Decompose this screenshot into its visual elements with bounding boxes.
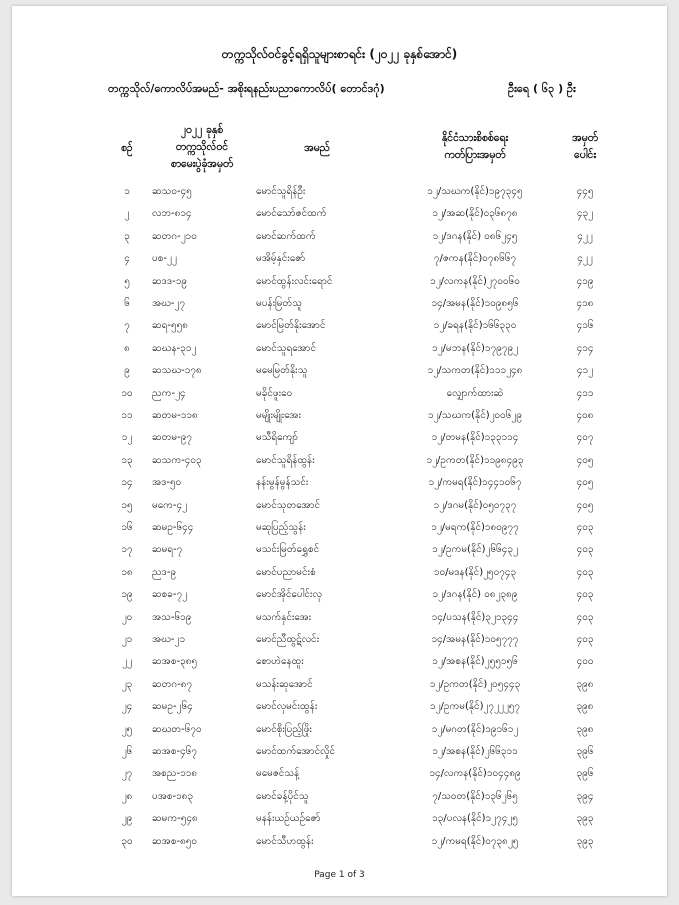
table-row — [12, 184, 667, 200]
total-marks: ၃၉၈ — [576, 678, 594, 690]
total-marks: ၄၂၂ — [577, 253, 593, 265]
nrc-number: ၇/သဝတ(နိုင်)၁၃၆၂၆၅ — [432, 790, 518, 802]
table-row — [12, 610, 667, 626]
total-marks: ၄၁၁ — [576, 387, 594, 399]
total-marks: ၄၁၆ — [576, 320, 594, 332]
document-title: တက္ကသိုလ်ဝင်ခွင့်ရရှိသူများစာရင်း (၂၀၂၂ ခုနှစ်အောင်) — [221, 47, 458, 61]
row-number: ၁၁ — [121, 410, 133, 421]
student-name: မောင်သူရိန်ဦး — [256, 186, 306, 197]
row-number: ၃၀ — [121, 835, 133, 847]
exam-number: ဆရ-၅၅၈ — [152, 320, 188, 332]
student-name: မောင်စိုးပြည့်ဖြိုး — [256, 723, 312, 735]
table-row — [12, 520, 667, 536]
header-exam-number: ၂၀၂၂ ခုနှစ် တက္ကသိုလ်ဝင် စာမေးပွဲခုံအမှတ် — [170, 124, 234, 170]
total-marks: ၄၃၂ — [576, 208, 594, 220]
row-number: ၂ — [124, 208, 130, 220]
nrc-number: ၁၂/အဆ(နိုင်)၀၃၆၈၇၈ — [432, 208, 518, 220]
exam-number: ဆတမ-၉၇ — [152, 432, 192, 444]
table-row — [12, 789, 667, 805]
exam-number: ဆသဝ-၄၅ — [152, 186, 192, 197]
total-marks: ၃၉၄ — [576, 790, 594, 802]
row-number: ၁၈ — [121, 566, 133, 578]
row-number: ၄ — [124, 253, 130, 265]
total-marks: ၃၉၈ — [576, 701, 594, 713]
student-name: မမေဇင်သန့် — [256, 768, 300, 780]
table-row — [12, 677, 667, 693]
nrc-number: ၁၂/မရက(နိုင်)၁၈၀၉၇၇ — [431, 522, 519, 533]
nrc-number: ၁၂/ဒဂန(နိုင်) ၀၈၆၂၄၅ — [432, 230, 518, 242]
row-number: ၁၅ — [121, 499, 133, 511]
total-marks: ၄၀၃ — [576, 634, 594, 645]
student-name: မောင်ပညာမင်းစံ — [256, 566, 316, 578]
table-row — [12, 654, 667, 670]
table-row — [12, 430, 667, 446]
row-number: ၃ — [124, 230, 130, 242]
page-number: Page 1 of 3 — [314, 870, 365, 880]
nrc-number: ၁၂/ဥကမ(နိုင်)၂၆၆၄၃၂ — [432, 544, 518, 556]
nrc-number: ၇/ဇကန(နိုင်)၀၇၈၆၆၇ — [433, 253, 517, 265]
table-row — [12, 834, 667, 850]
exam-number: ဆဃန-၃၁၂ — [152, 342, 197, 354]
exam-number: ဆမက-၅၄၈ — [152, 813, 198, 825]
table-header — [12, 122, 667, 182]
student-name: မနန်းယဉ်ယဉ်ဇော် — [256, 813, 321, 825]
table-row — [12, 274, 667, 290]
nrc-number: ၁၂/ခရန(နိုင်)၁၆၆၃၃၀ — [433, 320, 517, 332]
exam-number: အဒ-၅၀ — [152, 477, 182, 489]
student-name: မောင်ထွန်းလင်းရောင် — [256, 275, 333, 287]
student-name: မအိမ့်နှင်းဇော် — [256, 253, 306, 265]
exam-number: ဆသဃ-၁၇၈ — [152, 365, 202, 377]
total-marks: ၄၂၂ — [577, 230, 593, 242]
table-row — [12, 542, 667, 558]
nrc-number: ၁၂/လကန(နိုင်)၂၇၀၀၆၀ — [430, 275, 520, 287]
row-number: ၂၈ — [121, 790, 133, 802]
header-nrc: နိုင်ငံသားစိစစ်ရေး ကတ်ပြားအမှတ် — [441, 132, 509, 161]
table-row — [12, 587, 667, 603]
table-row — [12, 296, 667, 312]
college-name: တက္ကသိုလ်/ကောလိပ်အမည်- အစိုးရနည်းပညာကောလိပ်( တောင်ဒဂုံ) — [108, 82, 385, 95]
exam-number: ဆသက-၄၀၃ — [152, 454, 202, 466]
student-name: မသီရိကျော် — [256, 432, 299, 444]
row-number: ၁ — [124, 186, 130, 197]
total-marks: ၄၁၂ — [576, 365, 594, 377]
table-row — [12, 744, 667, 760]
table-row — [12, 699, 667, 715]
table-row — [12, 632, 667, 648]
nrc-number: ၁၄/ပသန(နိုင်)၃၂၁၃၄၄ — [431, 611, 519, 623]
table-row — [12, 565, 667, 581]
student-name: မောင်သုတအောင် — [256, 499, 321, 511]
nrc-number: ၁၄/လကန(နိုင်)၁၀၄၄၈၉ — [429, 768, 521, 780]
exam-number: ညက-၂၄ — [152, 387, 186, 399]
exam-number: ဆအစ-၃၈၅ — [152, 656, 198, 668]
row-number: ၅ — [124, 275, 130, 287]
total-marks: ၄၀၃ — [576, 566, 594, 578]
document-page — [12, 6, 667, 896]
row-number: ၁၇ — [121, 544, 133, 556]
nrc-number: ၁၂/မဘန(နိုင်)၁၇၉၇၉၂ — [432, 342, 518, 354]
table-row — [12, 475, 667, 491]
total-marks: ၄၀၅ — [576, 454, 594, 466]
row-number: ၂၅ — [121, 723, 133, 735]
total-marks: ၄၁၄ — [576, 342, 594, 354]
total-marks: ၄၀၃ — [576, 589, 594, 601]
student-name: မောင်ခန့်ပိုင်သူ — [256, 790, 309, 802]
nrc-number: ၁၂/ကမရ(နိုင်)၀၇၃၈၂၅ — [431, 835, 519, 847]
exam-number: ဆတမ-၁၁၈ — [152, 410, 198, 421]
exam-number: ဆစခ-၇၂ — [152, 589, 188, 601]
student-name: မဆုပြည့်သွန်း — [256, 522, 306, 533]
row-number: ၁၀ — [121, 387, 133, 399]
table-row — [12, 363, 667, 379]
row-number: ၂၉ — [121, 813, 133, 825]
student-name: မောင်ထက်အောင်လှိုင် — [256, 746, 336, 757]
student-name: မောင်သီဟထွန်း — [256, 835, 314, 847]
exam-number: ညဒ-၉ — [152, 566, 177, 578]
student-name: နန်းမွန်မွန်သင်း — [256, 477, 309, 489]
student-name: မောင်ဆက်ထက် — [256, 230, 316, 242]
total-marks: ၄၀၀ — [576, 656, 594, 668]
student-name: မောင်အိုင်ပေါင်းလု — [256, 589, 322, 601]
table-row — [12, 408, 667, 424]
student-name: မောင်သော်ဇင်ထက် — [256, 208, 327, 220]
student-name: မမျိုးမျိုးအေး — [256, 410, 302, 421]
student-name: မပန်းမြတ်သူ — [256, 298, 302, 309]
student-count: ဦးရေ ( ၆၃ ) ဦး — [508, 82, 576, 95]
nrc-number: ၁၂/ဥကတ(နိုင်)၁၁၉၈၄၉၃ — [426, 454, 524, 466]
student-name: မသင်းမြတ်ရွှေစင် — [256, 544, 320, 556]
row-number: ၆ — [124, 298, 130, 309]
total-marks: ၄၁၉ — [576, 275, 594, 287]
table-row — [12, 341, 667, 357]
row-number: ၂၂ — [122, 656, 132, 668]
exam-number: ဆဒဒ-၁၉ — [152, 275, 187, 287]
total-marks: ၄၁၈ — [576, 298, 594, 309]
exam-number: ပစ-၂၂ — [152, 253, 177, 265]
nrc-number: ၁၃/ပလန(နိုင်)၁၂၇၄၂၅ — [432, 813, 518, 825]
row-number: ၂၃ — [121, 678, 133, 690]
total-marks: ၄၀၅ — [576, 499, 594, 511]
row-number: ၂၁ — [121, 634, 133, 645]
table-row — [12, 766, 667, 782]
student-name: မသက်နှင်းအေး — [256, 611, 312, 623]
total-marks: ၄၀၈ — [576, 410, 594, 421]
row-number: ၇ — [124, 320, 130, 332]
nrc-number: ၁၂/မဂတ(နိုင်)၁၉၁၆၁၂ — [431, 723, 519, 735]
student-name: မောင်လှမင်းထွန်း — [256, 701, 318, 713]
exam-number: ဆအစ-၄၆၇ — [152, 746, 197, 757]
row-number: ၁၂ — [121, 432, 133, 444]
total-marks: ၃၉၈ — [576, 723, 594, 735]
student-name: မောင်မြတ်နိုးအောင် — [256, 320, 326, 332]
exam-number: အသ-၆၁၉ — [152, 611, 192, 623]
exam-number: ဆမဥ-၂၆၄ — [152, 701, 193, 713]
student-name: မောင်သူရအောင် — [256, 342, 317, 354]
total-marks: ၄၀၃ — [576, 611, 594, 623]
nrc-number: ၁၂/သကတ(နိုင်)၁၁၁၂၄၈ — [427, 365, 523, 377]
table-row — [12, 229, 667, 245]
table-row — [12, 386, 667, 402]
row-number: ၁၉ — [121, 589, 133, 601]
row-number: ၂၆ — [121, 746, 133, 757]
table-row — [12, 318, 667, 334]
student-name: မခိုင်ဖူးဝေ — [256, 387, 293, 399]
total-marks: ၄၀၃ — [576, 544, 594, 556]
nrc-number: ၁၂/သဃက(နိုင်)၁၉၇၃၄၅ — [427, 186, 523, 197]
exam-number: ဆတဂ-၈၇ — [152, 678, 193, 690]
total-marks: ၃၉၆ — [576, 768, 594, 780]
table-row — [12, 251, 667, 267]
exam-number: ဆမဥ-၆၄၄ — [152, 522, 194, 533]
nrc-number: ၁၂/အစန(နိုင်)၂၆၆၃၁၁ — [432, 746, 518, 757]
row-number: ၂၄ — [121, 701, 133, 713]
total-marks: ၄၄၅ — [576, 186, 594, 197]
table-row — [12, 206, 667, 222]
nrc-number: ၁၂/ဒဂန(နိုင်) ၀၈၂၃၈၉ — [432, 589, 518, 601]
row-number: ၂၀ — [121, 611, 133, 623]
row-number: ၈ — [124, 342, 130, 354]
row-number: ၉ — [124, 365, 130, 377]
nrc-number: ၁၂/ကမရ(နိုင်)၁၄၄၁၀၆၇ — [428, 477, 522, 489]
header-no: စဉ် — [121, 142, 133, 154]
header-name: အမည် — [304, 142, 330, 154]
total-marks: ၄၀၇ — [576, 432, 594, 444]
row-number: ၁၆ — [121, 522, 133, 533]
exam-number: လဘ-၈၁၄ — [152, 208, 192, 220]
table-row — [12, 722, 667, 738]
exam-number: ဆဃတ-၆၇၀ — [152, 723, 202, 735]
student-name: မသန်းဆုအောင် — [256, 678, 313, 690]
table-row — [12, 498, 667, 514]
total-marks: ၃၉၃ — [576, 813, 594, 825]
nrc-number: ၁၂/ဥကမ(နိုင်)၂၇၂၂၂၅၇ — [430, 701, 520, 713]
row-number: ၁၃ — [121, 454, 133, 466]
row-number: ၂၇ — [121, 768, 133, 780]
exam-number: ဆတဂ-၂၁၀ — [152, 230, 197, 242]
nrc-number: ၁၄/အမန(နိုင်)၁၀၉၈၅၆ — [431, 298, 519, 309]
nrc-number: ၁၂/ဥကတ(နိုင်)၂၀၅၄၄၃ — [429, 678, 521, 690]
exam-number: အစည-၁၁၈ — [152, 768, 198, 780]
student-name: မောင်သူရိန်ထွန်း — [256, 454, 315, 466]
exam-number: အဃ-၂၇ — [152, 298, 186, 309]
nrc-number: ၁၂/သဃက(နိုင်)၂၀၀၆၂၉ — [428, 410, 522, 421]
nrc-number: ၁၀/မဒန(နိုင်)၂၅၀၇၄၃ — [433, 566, 517, 578]
nrc-number: ၁၄/အမန(နိုင်)၁၀၅၇၇၇ — [431, 634, 519, 645]
student-name: စောဟဲနေထူး — [256, 656, 304, 668]
exam-number: ပအစ-၁၈၃ — [152, 790, 194, 802]
total-marks: ၃၉၃ — [576, 835, 594, 847]
total-marks: ၄၀၃ — [576, 522, 594, 533]
nrc-number: ၁၂/တမန(နိုင်)၁၃၃၁၁၄ — [431, 432, 519, 444]
table-row — [12, 453, 667, 469]
table-row — [12, 811, 667, 827]
nrc-number: ၁၂/ဒဂမ(နိုင်)၀၅၀၇၃၇ — [433, 499, 517, 511]
student-name: မမေမြတ်နိုးသူ — [256, 365, 308, 377]
total-marks: ၃၉၆ — [576, 746, 594, 757]
exam-number: ဆအစ-၈၅၀ — [152, 835, 198, 847]
exam-number: ဆမရ-၇ — [152, 544, 183, 556]
exam-number: အဃ-၂၁ — [152, 634, 186, 645]
nrc-number: လျှောက်ထားဆဲ — [446, 387, 504, 399]
row-number: ၁၄ — [121, 477, 133, 489]
total-marks: ၄၀၅ — [576, 477, 594, 489]
student-name: မောင်ညီထွဋ်လင်း — [256, 634, 320, 645]
nrc-number: ၁၂/အစန(နိုင်)၂၅၅၁၅၆ — [432, 656, 518, 668]
exam-number: မကေ-၄၂ — [152, 499, 188, 511]
header-marks: အမှတ် ပေါင်း — [572, 132, 598, 161]
